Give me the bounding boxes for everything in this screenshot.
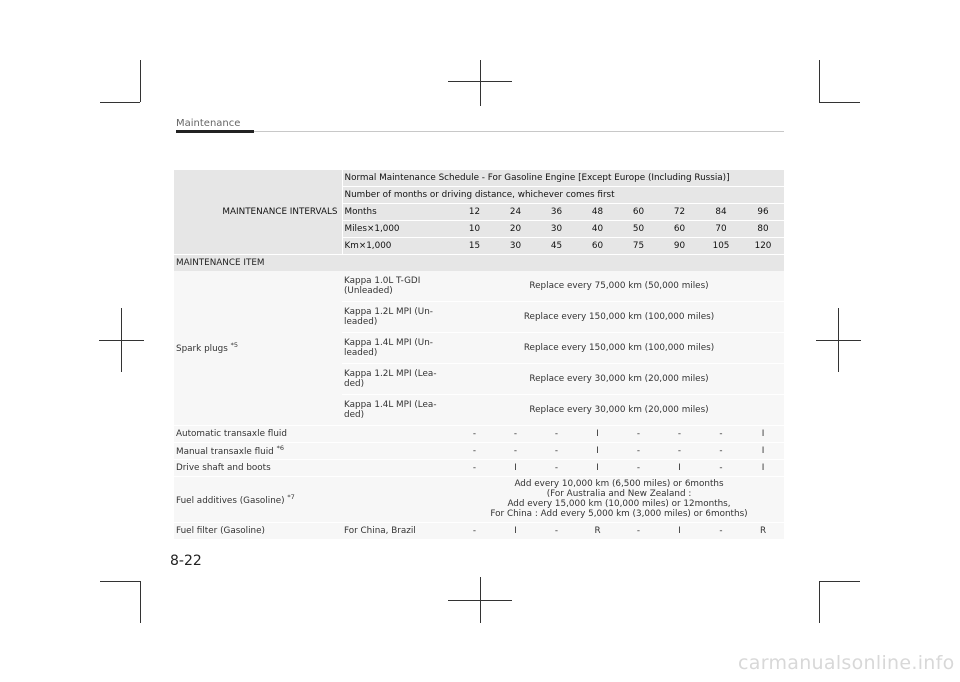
km-value: 120: [742, 238, 784, 255]
months-label: Months: [342, 204, 454, 221]
replace-interval: Replace every 75,000 km (50,000 miles): [454, 271, 784, 302]
engine-type: Kappa 1.2L MPI (Un-leaded): [342, 302, 454, 333]
schedule-cell: I: [495, 460, 536, 477]
replace-interval: Replace every 150,000 km (100,000 miles): [454, 302, 784, 333]
engine-type: Kappa 1.0L T-GDI (Unleaded): [342, 271, 454, 302]
table-row: [174, 426, 784, 443]
schedule-cell: I: [742, 443, 784, 460]
section-title: Maintenance: [176, 118, 241, 129]
fuel-additives-label: Fuel additives (Gasoline) $^{*7}$: [174, 477, 342, 523]
table-row: [174, 443, 784, 460]
km-value: 30: [495, 238, 536, 255]
schedule-cell: -: [618, 426, 659, 443]
table-row: [174, 523, 784, 540]
engine-type: Kappa 1.4L MPI (Lea-ded): [342, 395, 454, 426]
maintenance-item-header: MAINTENANCE ITEM: [174, 255, 784, 272]
section-divider: [254, 131, 784, 132]
schedule-cell: I: [577, 426, 618, 443]
manual-transaxle-label: Manual transaxle fluid $^{*6}$: [174, 443, 342, 460]
months-value: 96: [742, 204, 784, 221]
schedule-cell: -: [536, 443, 577, 460]
km-value: 90: [659, 238, 700, 255]
miles-value: 50: [618, 221, 659, 238]
schedule-cell: I: [577, 443, 618, 460]
engine-type: Kappa 1.4L MPI (Un-leaded): [342, 333, 454, 364]
schedule-cell: -: [618, 523, 659, 540]
schedule-cell: I: [742, 460, 784, 477]
schedule-cell: -: [536, 523, 577, 540]
schedule-cell: -: [495, 443, 536, 460]
page-number: 8-22: [170, 553, 202, 569]
months-value: 48: [577, 204, 618, 221]
watermark: carmanualsonline.info: [738, 652, 955, 674]
table-row: [174, 271, 784, 302]
miles-value: 60: [659, 221, 700, 238]
footnote-ref: *6: [276, 443, 284, 452]
fuel-filter-condition: For China, Brazil: [342, 523, 454, 540]
miles-label: Miles×1,000: [342, 221, 454, 238]
maintenance-schedule-table: [174, 170, 784, 540]
miles-value: 10: [454, 221, 495, 238]
schedule-cell: I: [659, 523, 700, 540]
months-value: 84: [700, 204, 742, 221]
footnote-ref: *5: [230, 340, 239, 349]
miles-value: 40: [577, 221, 618, 238]
schedule-subtitle: Number of months or driving distance, whichever comes first: [342, 187, 784, 204]
schedule-cell: R: [742, 523, 784, 540]
miles-value: 30: [536, 221, 577, 238]
engine-type: Kappa 1.2L MPI (Lea-ded): [342, 364, 454, 395]
table-row: [174, 477, 784, 523]
miles-value: 70: [700, 221, 742, 238]
spark-plugs-label: Spark plugs $^{*5}$: [174, 271, 342, 426]
schedule-cell: -: [536, 426, 577, 443]
km-value: 45: [536, 238, 577, 255]
fuel-filter-label: Fuel filter (Gasoline): [174, 523, 342, 540]
schedule-cell: -: [495, 426, 536, 443]
fuel-additives-interval: Add every 10,000 km (6,500 miles) or 6months (For Australia and New Zealand : Add every 15,000 km (10,000 miles) or 12months, For China : Add every 5,000 km (3,000 miles) or 6months): [454, 477, 784, 523]
section-underline: [176, 130, 254, 133]
km-value: 60: [577, 238, 618, 255]
schedule-title: Normal Maintenance Schedule - For Gasoline Engine [Except Europe (Including Russia)]: [342, 170, 784, 187]
schedule-cell: -: [454, 426, 495, 443]
schedule-cell: -: [454, 460, 495, 477]
schedule-cell: -: [618, 443, 659, 460]
miles-value: 80: [742, 221, 784, 238]
months-value: 12: [454, 204, 495, 221]
schedule-cell: -: [700, 426, 742, 443]
months-value: 36: [536, 204, 577, 221]
replace-interval: Replace every 150,000 km (100,000 miles): [454, 333, 784, 364]
auto-transaxle-label: Automatic transaxle fluid: [174, 426, 342, 443]
schedule-cell: R: [577, 523, 618, 540]
months-value: 72: [659, 204, 700, 221]
months-value: 24: [495, 204, 536, 221]
km-label: Km×1,000: [342, 238, 454, 255]
schedule-cell: I: [495, 523, 536, 540]
schedule-cell: -: [700, 443, 742, 460]
schedule-cell: -: [454, 523, 495, 540]
schedule-cell: -: [618, 460, 659, 477]
footnote-ref: *7: [287, 492, 295, 501]
months-value: 60: [618, 204, 659, 221]
schedule-cell: I: [742, 426, 784, 443]
schedule-cell: -: [536, 460, 577, 477]
km-value: 15: [454, 238, 495, 255]
schedule-cell: -: [700, 460, 742, 477]
schedule-cell: I: [659, 460, 700, 477]
km-value: 75: [618, 238, 659, 255]
schedule-cell: -: [700, 523, 742, 540]
km-value: 105: [700, 238, 742, 255]
schedule-cell: I: [577, 460, 618, 477]
replace-interval: Replace every 30,000 km (20,000 miles): [454, 395, 784, 426]
table-row: [174, 460, 784, 477]
maintenance-intervals-label: MAINTENANCE INTERVALS: [174, 170, 342, 255]
schedule-cell: -: [659, 426, 700, 443]
schedule-cell: -: [454, 443, 495, 460]
drive-shaft-label: Drive shaft and boots: [174, 460, 342, 477]
miles-value: 20: [495, 221, 536, 238]
replace-interval: Replace every 30,000 km (20,000 miles): [454, 364, 784, 395]
schedule-cell: -: [659, 443, 700, 460]
